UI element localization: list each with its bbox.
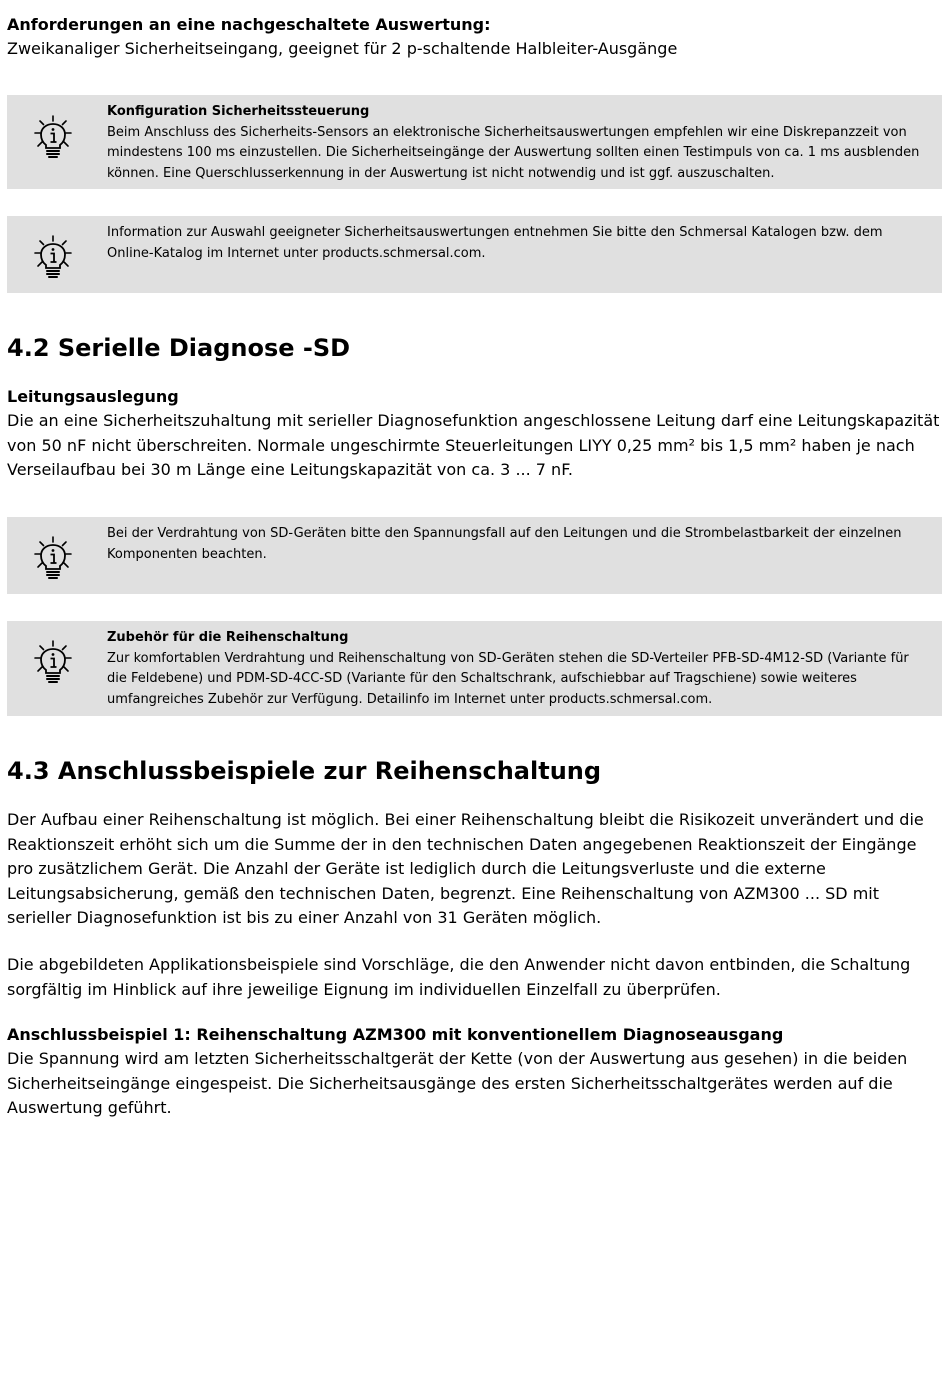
note-selection-info-text: Information zur Auswahl geeigneter Sicherheitsauswertungen entnehmen Sie bitte den Schmersal Katalogen bzw. dem Online-Katalog im Internet unter products.schmersal.com. — [107, 225, 883, 261]
note-wiring — [7, 517, 942, 594]
section-4-2-heading: 4.2 Serielle Diagnose -SD — [7, 334, 351, 362]
info-lightbulb-icon — [33, 640, 73, 684]
note-configuration-content — [107, 102, 932, 184]
info-lightbulb-icon — [33, 235, 73, 279]
section-4-3-heading: 4.3 Anschlussbeispiele zur Reihenschaltung — [7, 757, 602, 785]
note-wiring-text: Bei der Verdrahtung von SD-Geräten bitte den Spannungsfall auf den Leitungen und die Strombelastbarkeit der einzelnen Komponenten beachten. — [107, 526, 902, 562]
section-4-2-subheading: Leitungsauslegung — [7, 387, 179, 406]
note-selection-info — [7, 216, 942, 293]
section-4-3-para2: Die abgebildeten Applikationsbeispiele sind Vorschläge, die den Anwender nicht davon entbinden, die Schaltung sorgfältig im Hinblick auf ihre jeweilige Eignung im individuellen Einzelfall zu überprüfen. — [7, 955, 911, 999]
example-1-text: Die Spannung wird am letzten Sicherheitsschaltgerät der Kette (von der Auswertung aus gesehen) in die beiden Sicherheitseingänge eingespeist. Die Sicherheitsausgänge des ersten Sicherheitsschaltgerätes werden auf die Auswertung geführt. — [7, 1049, 908, 1117]
note-accessories-text: Zur komfortablen Verdrahtung und Reihenschaltung von SD-Geräten stehen die SD-Verteiler PFB-SD-4M12-SD (Variante für die Feldebene) und PDM-SD-4CC-SD (Variante für den Schaltschrank, aufschiebbar auf Tragschiene) sowie weiteres umfangreiches Zubehör zur Verfügung. Detailinfo im Internet unter products.schmersal.com. — [107, 650, 909, 707]
info-lightbulb-icon — [33, 115, 73, 159]
note-accessories-title: Zubehör für die Reihenschaltung — [107, 630, 349, 645]
section-4-3-para1: Der Aufbau einer Reihenschaltung ist möglich. Bei einer Reihenschaltung bleibt die Risikozeit unverändert und die Reaktionszeit erhöht sich um die Summe der in den technischen Daten angegebenen Reaktionszeit der Eingänge pro zusätzlichem Gerät. Die Anzahl der Geräte ist lediglich durch die Leitungsverluste und die externe Leitungsabsicherung, gemäß den technischen Daten, begrenzt. Eine Reihenschaltung von AZM300 ... SD mit serieller Diagnosefunktion ist bis zu einer Anzahl von 31 Geräten möglich. — [7, 810, 924, 927]
info-lightbulb-icon — [33, 536, 73, 580]
section-4-2-text: Die an eine Sicherheitszuhaltung mit serieller Diagnosefunktion angeschlossene Leitung darf eine Leitungskapazität von 50 nF nicht überschreiten. Normale ungeschirmte Steuerleitungen LIYY 0,25 mm² bis 1,5 mm² haben je nach Verseilaufbau bei 30 m Länge eine Leitungskapazität von ca. 3 ... 7 nF. — [7, 411, 940, 479]
note-configuration — [7, 95, 942, 189]
note-configuration-text: Beim Anschluss des Sicherheits-Sensors an elektronische Sicherheitsauswertungen empfehlen wir eine Diskrepanzzeit von mindestens 100 ms einzustellen. Die Sicherheitseingänge der Auswertung sollten einen Testimpuls von ca. 1 ms ausblenden können. Eine Querschlusserkennung in der Auswertung ist nicht notwendig und ist ggf. auszuschalten. — [107, 124, 920, 181]
intro-text: Zweikanaliger Sicherheitseingang, geeignet für 2 p-schaltende Halbleiter-Ausgänge — [7, 39, 678, 58]
intro-title: Anforderungen an eine nachgeschaltete Auswertung: — [7, 15, 491, 34]
note-configuration-title: Konfiguration Sicherheitssteuerung — [107, 104, 370, 119]
example-1-title: Anschlussbeispiel 1: Reihenschaltung AZM300 mit konventionellem Diagnoseausgang — [7, 1025, 784, 1044]
note-accessories-content — [107, 628, 932, 710]
note-accessories — [7, 621, 942, 716]
